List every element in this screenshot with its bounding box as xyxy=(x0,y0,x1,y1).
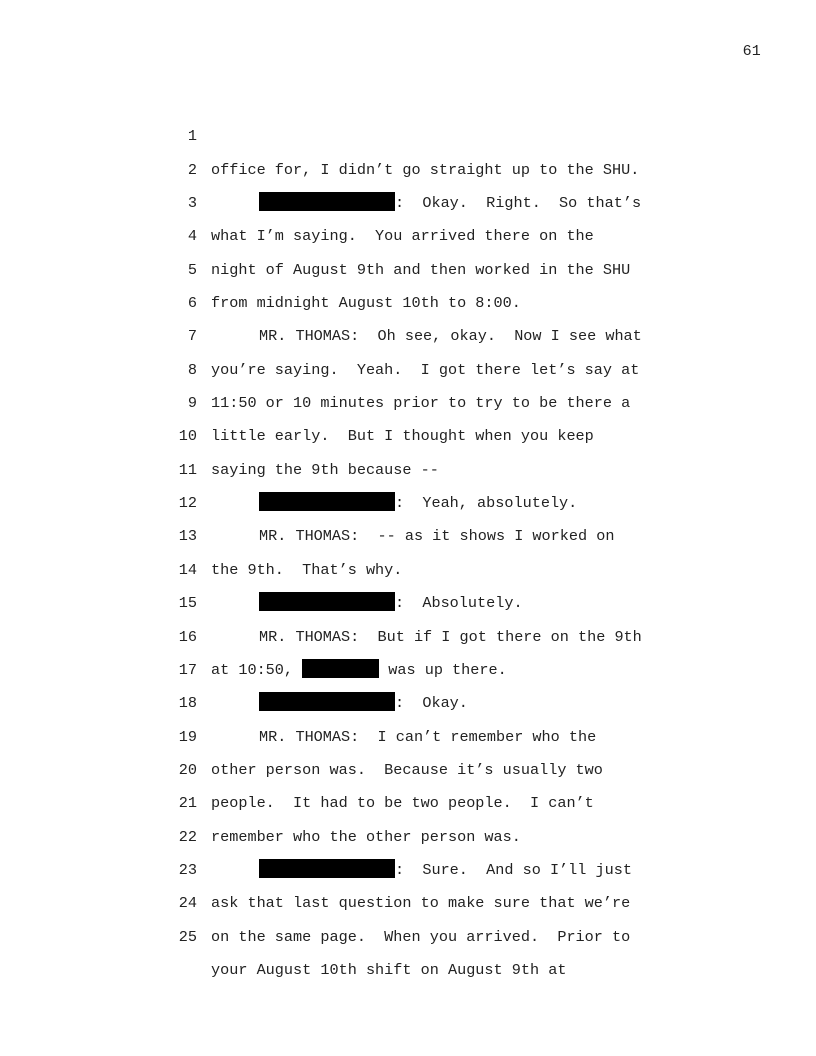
speaker-line-text: MR. THOMAS: But if I got there on the 9th xyxy=(259,627,642,646)
line-text: people. It had to be two people. I can’t xyxy=(211,794,594,813)
line-number: 22 xyxy=(178,827,197,846)
line-number: 21 xyxy=(178,794,197,813)
line-number: 14 xyxy=(178,560,197,579)
line-text: 11:50 or 10 minutes prior to try to be there a xyxy=(211,394,631,413)
line-text: night of August 9th and then worked in the SHU xyxy=(211,260,631,279)
line-text: office for, I didn’t go straight up to the SHU. xyxy=(211,160,640,179)
line-number: 4 xyxy=(187,227,197,246)
line-text: ask that last question to make sure that we’re xyxy=(211,894,631,913)
line-text: on the same page. When you arrived. Prior to xyxy=(211,927,631,946)
line-number: 19 xyxy=(178,727,197,746)
line-number: 13 xyxy=(178,527,197,546)
line-number: 3 xyxy=(187,194,197,213)
line-number: 8 xyxy=(187,360,197,379)
page-number: 61 xyxy=(742,43,761,60)
line-number: 6 xyxy=(187,294,197,313)
line-number: 25 xyxy=(178,927,197,946)
speaker-line-text: MR. THOMAS: I can’t remember who the xyxy=(259,727,597,746)
line-text: you’re saying. Yeah. I got there let’s say at xyxy=(211,360,640,379)
line-text-after-redaction: was up there. xyxy=(379,660,507,679)
line-number: 9 xyxy=(187,394,197,413)
line-text-after-redaction: : Yeah, absolutely. xyxy=(395,494,578,513)
line-text: from midnight August 10th to 8:00. xyxy=(211,294,521,313)
line-number: 12 xyxy=(178,494,197,513)
line-text-after-redaction: : Okay. xyxy=(395,694,468,713)
line-text-before-redaction: at 10:50, xyxy=(211,660,303,679)
speaker-line-text: MR. THOMAS: Oh see, okay. Now I see what xyxy=(259,327,642,346)
line-number: 1 xyxy=(187,127,197,146)
line-text-after-redaction: : Okay. Right. So that’s xyxy=(395,194,642,213)
line-text: your August 10th shift on August 9th at xyxy=(211,960,567,979)
line-number: 11 xyxy=(178,460,197,479)
line-number: 17 xyxy=(178,660,197,679)
line-text-after-redaction: : Absolutely. xyxy=(395,594,523,613)
line-number: 2 xyxy=(187,160,197,179)
line-number: 7 xyxy=(187,327,197,346)
transcript-line xyxy=(0,87,816,179)
line-number: 5 xyxy=(187,260,197,279)
line-text: little early. But I thought when you keep xyxy=(211,427,594,446)
line-number: 23 xyxy=(178,860,197,879)
line-number: 16 xyxy=(178,627,197,646)
line-text: remember who the other person was. xyxy=(211,827,521,846)
line-number: 10 xyxy=(178,427,197,446)
line-text: saying the 9th because -- xyxy=(211,460,439,479)
line-text: what I’m saying. You arrived there on the xyxy=(211,227,594,246)
transcript-body xyxy=(0,87,816,979)
line-number: 15 xyxy=(178,594,197,613)
line-number: 20 xyxy=(178,760,197,779)
line-number: 18 xyxy=(178,694,197,713)
line-text: the 9th. That’s why. xyxy=(211,560,403,579)
line-text-after-redaction: : Sure. And so I’ll just xyxy=(395,860,632,879)
line-text: other person was. Because it’s usually two xyxy=(211,760,603,779)
speaker-line-text: MR. THOMAS: -- as it shows I worked on xyxy=(259,527,615,546)
line-number: 24 xyxy=(178,894,197,913)
